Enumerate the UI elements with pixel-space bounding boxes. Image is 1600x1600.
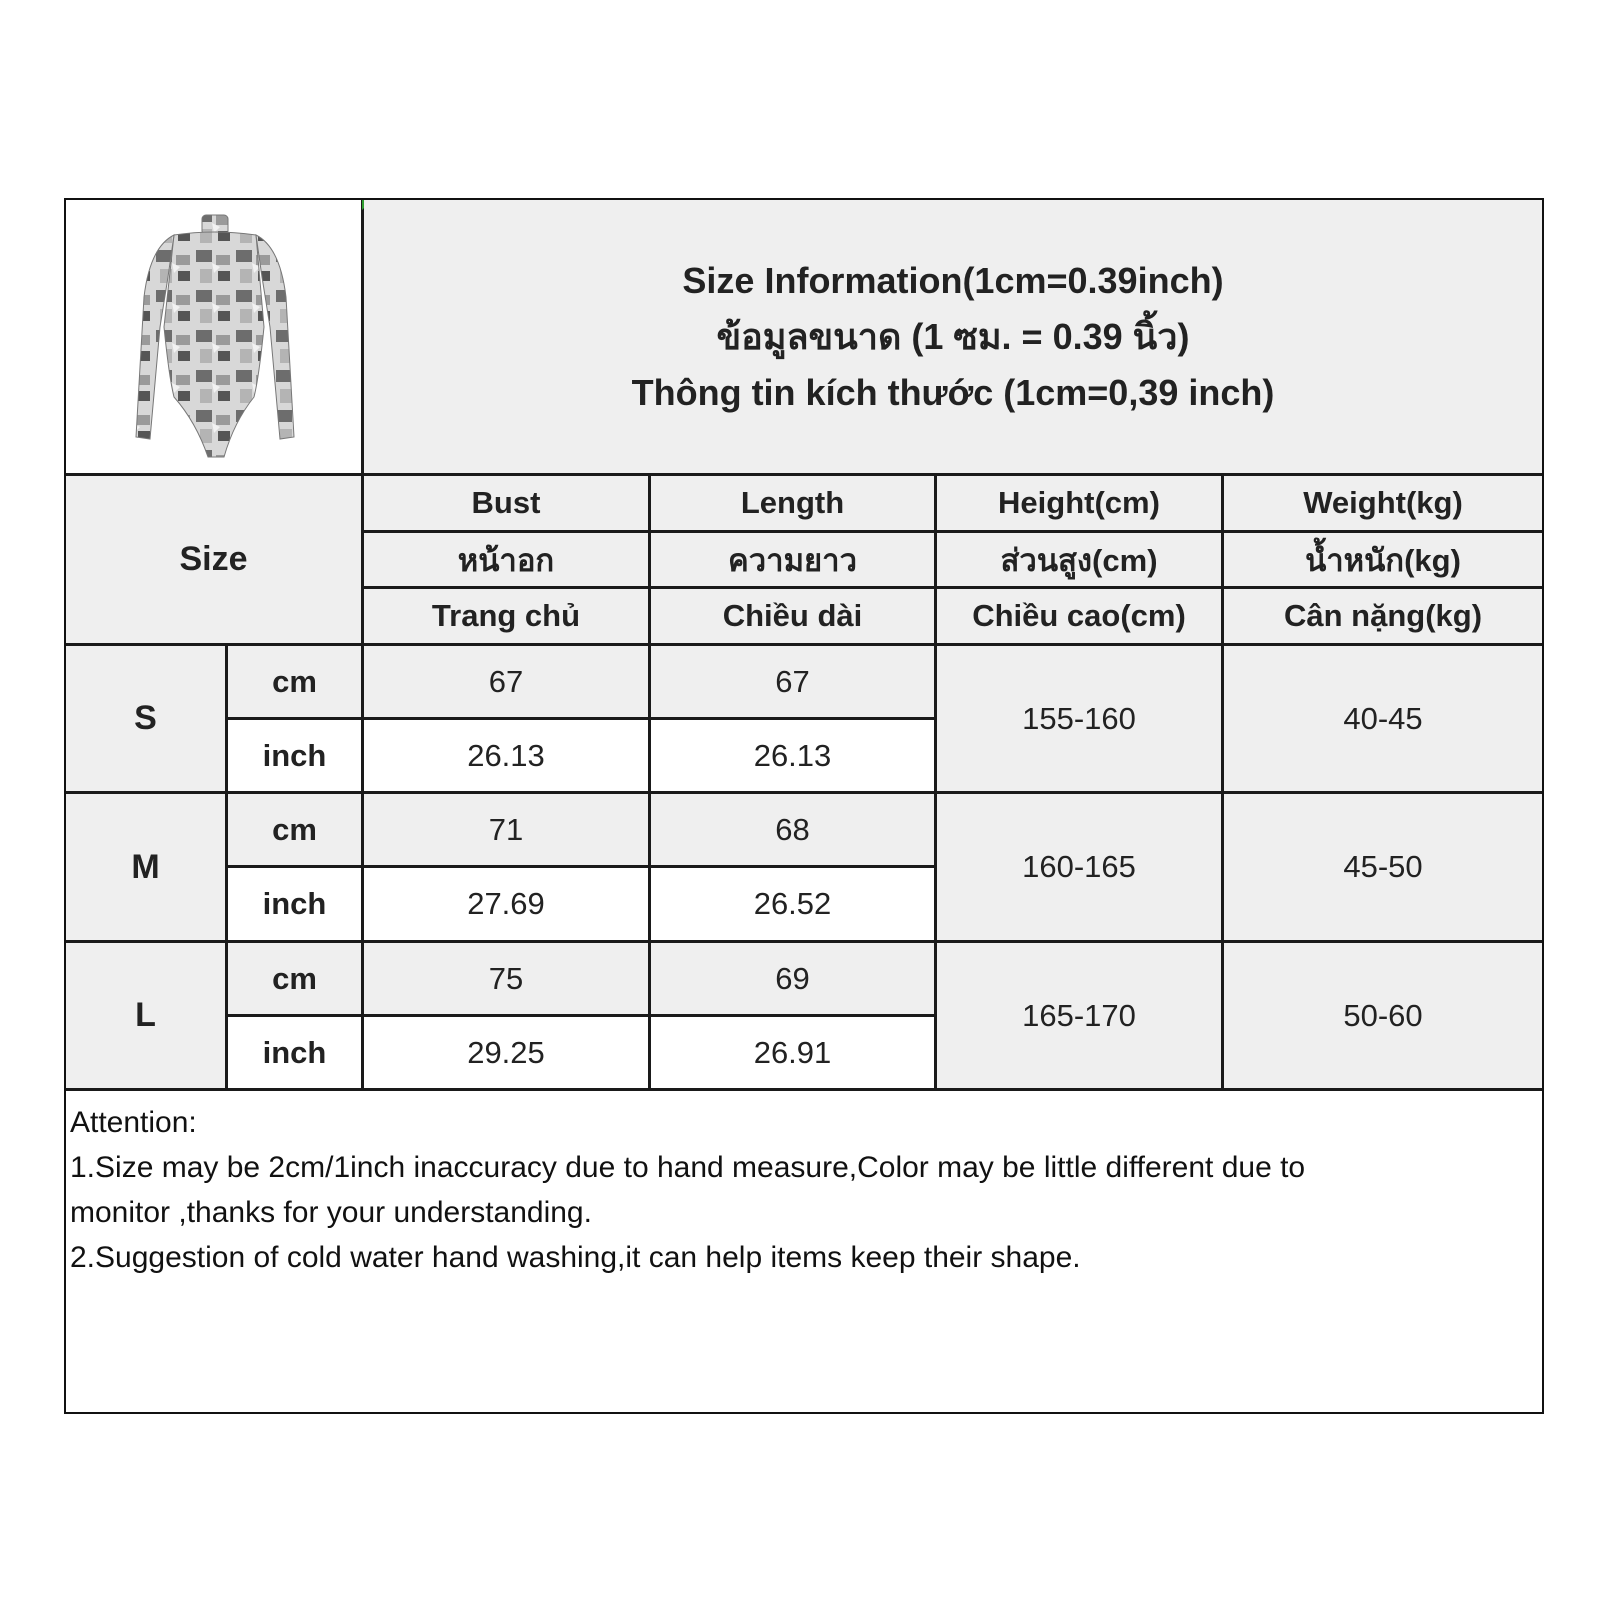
l-bust-cm: 75	[364, 943, 651, 1017]
note-line-1-continued: monitor ,thanks for your understanding.	[70, 1196, 592, 1229]
m-length-cm: 68	[651, 794, 937, 868]
title-cell	[364, 200, 1542, 476]
note-line-2: 2.Suggestion of cold water hand washing,it can help items keep their shape.	[70, 1241, 1081, 1274]
s-length-cm: 67	[651, 646, 937, 720]
l-height: 165-170	[937, 943, 1224, 1091]
title-english: Size Information(1cm=0.39inch)	[682, 259, 1224, 301]
size-l-label: L	[66, 943, 228, 1091]
attention-heading: Attention:	[70, 1106, 197, 1139]
s-length-inch: 26.13	[651, 720, 937, 794]
attention-notes	[70, 1100, 1502, 1280]
product-image-cell	[66, 200, 364, 476]
header-length-th: ความยาว	[651, 533, 937, 589]
note-line-1: 1.Size may be 2cm/1inch inaccuracy due to hand measure,Color may be little different due to	[70, 1151, 1306, 1184]
bodysuit-garment-icon	[114, 207, 314, 467]
m-height: 160-165	[937, 794, 1224, 943]
unit-inch: inch	[228, 868, 364, 943]
unit-cm: cm	[228, 646, 364, 720]
m-length-inch: 26.52	[651, 868, 937, 943]
header-weight-vi: Cân nặng(kg)	[1224, 589, 1542, 646]
header-height-th: ส่วนสูง(cm)	[937, 533, 1224, 589]
header-height-vi: Chiều cao(cm)	[937, 589, 1224, 646]
header-bust-vi: Trang chủ	[364, 589, 651, 646]
l-weight: 50-60	[1224, 943, 1542, 1091]
header-weight-th: น้ำหนัก(kg)	[1224, 533, 1542, 589]
header-length-vi: Chiều dài	[651, 589, 937, 646]
header-height-en: Height(cm)	[937, 476, 1224, 533]
unit-inch: inch	[228, 720, 364, 794]
unit-cm: cm	[228, 943, 364, 1017]
header-bust-th: หน้าอก	[364, 533, 651, 589]
size-chart	[64, 198, 1544, 1414]
unit-inch: inch	[228, 1017, 364, 1091]
s-weight: 40-45	[1224, 646, 1542, 794]
header-length-en: Length	[651, 476, 937, 533]
s-bust-cm: 67	[364, 646, 651, 720]
l-bust-inch: 29.25	[364, 1017, 651, 1091]
l-length-inch: 26.91	[651, 1017, 937, 1091]
s-bust-inch: 26.13	[364, 720, 651, 794]
title-thai: ข้อมูลขนาด (1 ซม. = 0.39 นิ้ว)	[716, 315, 1190, 357]
unit-cm: cm	[228, 794, 364, 868]
header-bust-en: Bust	[364, 476, 651, 533]
s-height: 155-160	[937, 646, 1224, 794]
m-weight: 45-50	[1224, 794, 1542, 943]
size-m-label: M	[66, 794, 228, 943]
size-header: Size	[66, 476, 364, 646]
title-vietnamese: Thông tin kích thước (1cm=0,39 inch)	[631, 371, 1275, 413]
size-s-label: S	[66, 646, 228, 794]
m-bust-inch: 27.69	[364, 868, 651, 943]
m-bust-cm: 71	[364, 794, 651, 868]
l-length-cm: 69	[651, 943, 937, 1017]
header-weight-en: Weight(kg)	[1224, 476, 1542, 533]
